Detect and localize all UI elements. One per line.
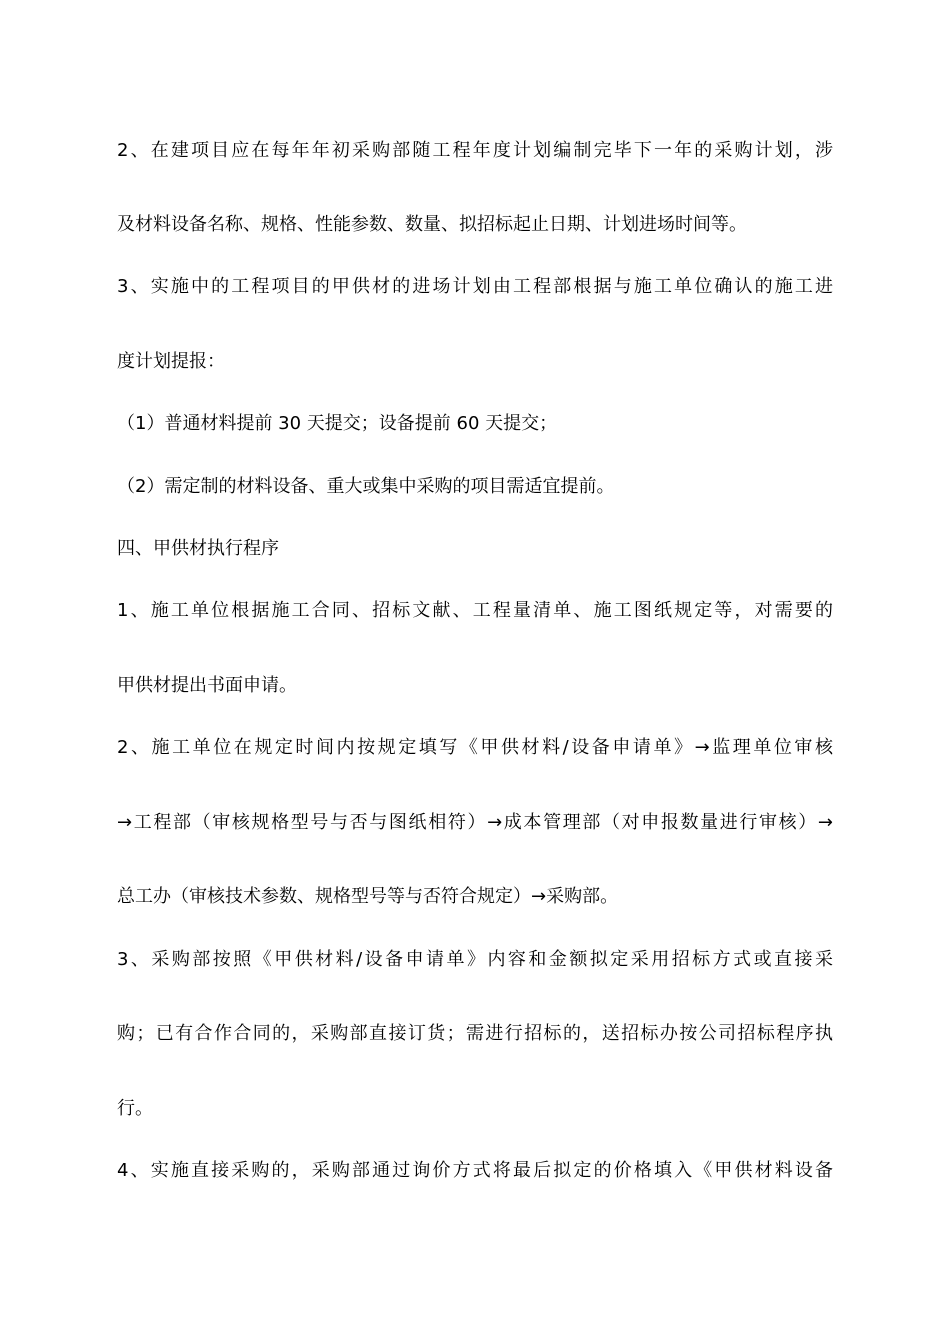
section-heading: 四、甲供材执行程序 — [117, 538, 279, 559]
list-item-1: （1）普通材料提前 30 天提交；设备提前 60 天提交； — [117, 413, 558, 434]
paragraph-line-4: 度计划提报： — [117, 351, 225, 372]
paragraph-line-2: 及材料设备名称、规格、性能参数、数量、拟招标起止日期、计划进场时间等。 — [117, 214, 747, 235]
paragraph-line-1: 2、在建项目应在每年年初采购部随工程年度计划编制完毕下一年的采购计划，涉 — [117, 140, 833, 161]
paragraph-line-9: 总工办（审核技术参数、规格型号等与否符合规定）→采购部。 — [117, 886, 619, 907]
paragraph-line-13: 4、实施直接采购的，采购部通过询价方式将最后拟定的价格填入《甲供材料设备 — [117, 1160, 833, 1181]
paragraph-line-11: 购；已有合作合同的，采购部直接订货；需进行招标的，送招标办按公司招标程序执 — [117, 1023, 833, 1044]
paragraph-line-3: 3、实施中的工程项目的甲供材的进场计划由工程部根据与施工单位确认的施工进 — [117, 276, 833, 297]
paragraph-line-6: 甲供材提出书面申请。 — [117, 675, 297, 696]
paragraph-line-7: 2、施工单位在规定时间内按规定填写《甲供材料/设备申请单》→监理单位审核 — [117, 737, 833, 758]
paragraph-line-5: 1、施工单位根据施工合同、招标文献、工程量清单、施工图纸规定等，对需要的 — [117, 600, 833, 621]
list-item-2: （2）需定制的材料设备、重大或集中采购的项目需适宜提前。 — [117, 476, 615, 497]
paragraph-line-10: 3、采购部按照《甲供材料/设备申请单》内容和金额拟定采用招标方式或直接采 — [117, 949, 833, 970]
paragraph-line-8: →工程部（审核规格型号与否与图纸相符）→成本管理部（对申报数量进行审核）→ — [117, 812, 833, 833]
paragraph-line-12: 行。 — [117, 1098, 153, 1119]
